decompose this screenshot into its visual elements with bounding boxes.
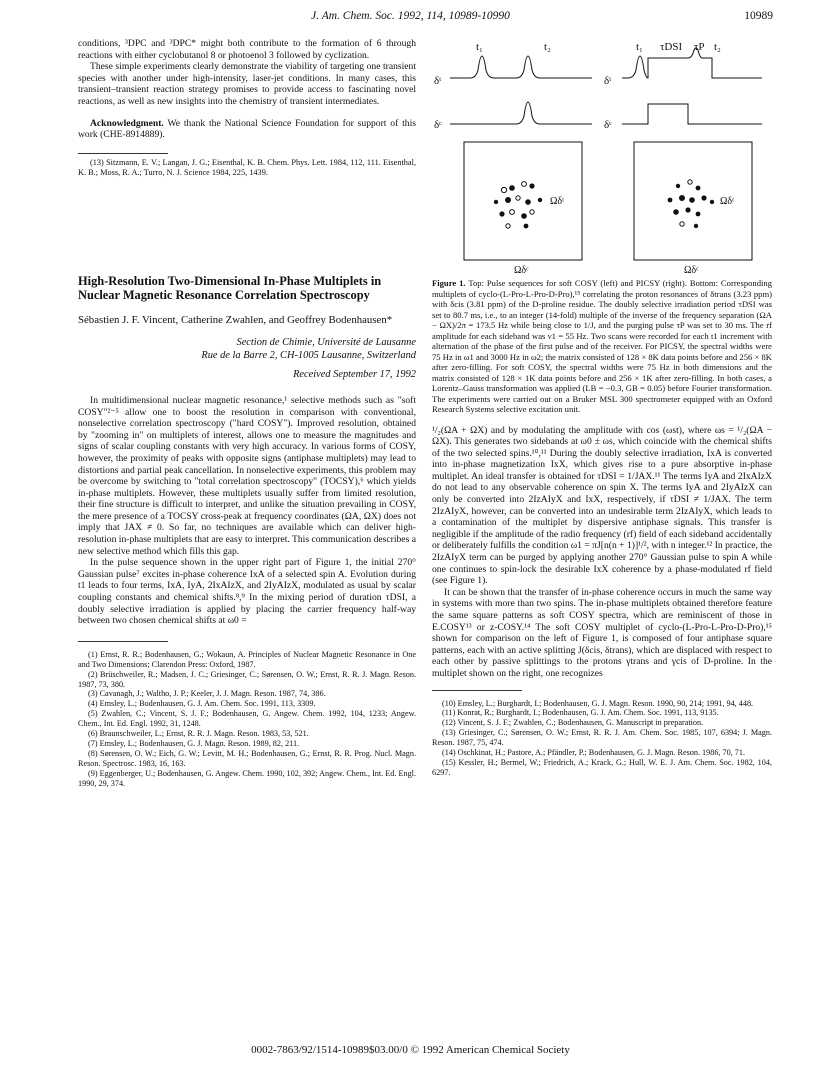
received-date: Received September 17, 1992 [293,369,416,381]
reference-item: (5) Zwahlen, C.; Vincent, S. J. F.; Bodenhausen, G. Angew. Chem. 1992, 104, 1233; Angew. Chem., Int. Ed. Engl. 1992, 31, 1248. [78,709,416,729]
label-omega-dc-left: Ωδᶜ [514,265,529,276]
reference-item: (11) Konrat, R.; Burghardt, I.; Bodenhausen, G. J. Am. Chem. Soc. 1991, 113, 9135. [442,708,719,718]
soft-cosy-multiplet [494,182,542,229]
reference-item: (10) Emsley, L.; Burghardt, I.; Bodenhausen, G. J. Magn. Reson. 1990, 90, 214; 1991, 94, 448. [442,698,754,708]
references-right [432,699,772,778]
reference-item: (7) Emsley, L.; Bodenhausen, G. J. Magn. Reson. 1989, 82, 211. [88,738,300,748]
body-paragraph-2: In the pulse sequence shown in the upper right part of Figure 1, the initial 270° Gaussian pulse⁷ excites in-phase coherence IxA of a selected spin A. Evolution during t1 leads to four terms, IxA, IyA, 2IxAIzX, and 2IyAIzX, modulated as usual by scalar coupling constants and chemical shifts.⁸,⁹ In the mixing period of duration τDSI, a doubly selective irradiation is applied by placing the carrier frequency half-way between two chosen chemical shifts at ω0 = [78,557,416,627]
reference-item: (13) Griesinger, C.; Sørensen, O. W.; Ernst, R. R. J. Am. Chem. Soc. 1985, 107, 6394; J. Magn. Reson. 1987, 75, 474. [432,728,772,748]
label-omega-dc-right: Ωδᶜ [684,265,699,276]
label-omega-dt-left: Ωδᵗ [550,196,565,207]
prev-article-conclusion: These simple experiments clearly demonstrate the viability of targeting one transient species with another under high-intensity, laser-jet conditions. In many cases, this transient–transient reaction strategy promises to provide access to fascinating novel reactions, as well as new insights into the chemistry of transient intermediates. [78,61,416,107]
reference-item: (6) Braunschweiler, L.; Ernst, R. R. J. Magn. Reson. 1983, 53, 521. [88,729,309,739]
reference-item: (2) Brüschweiler, R.; Madsen, J. C.; Griesinger, C.; Sørensen, O. W.; Ernst, R. R. J. Magn. Reson. 1987, 73, 380. [78,669,416,689]
affiliation [78,337,416,362]
acknowledgment-label: Acknowledgment. [90,117,164,129]
label-dt-right: δᵗ [604,75,612,87]
footnote-rule [78,153,168,154]
label-dc-left: δᶜ [434,119,442,131]
journal-citation: J. Am. Chem. Soc. 1992, 114, 10989-10990 [311,10,510,22]
left-column [78,38,416,789]
page-number: 10989 [744,10,773,22]
references-rule-right [432,690,522,691]
affiliation-line-1: Section de Chimie, Université de Lausanne [236,337,416,349]
affiliation-line-2: Rue de la Barre 2, CH-1005 Lausanne, Switzerland [201,349,416,361]
reference-item: (1) Ernst, R. R.; Bodenhausen, G.; Wokaun, A. Principles of Nuclear Magnetic Resonance in One and Two Dimensions; Clarendon Press: Oxford, 1987. [78,649,416,669]
running-header [0,4,821,26]
label-tdsi: τDSI [660,41,683,53]
label-t1-left: t₁ [476,41,483,53]
reference-item: (15) Kessler, H.; Bermel, W.; Friedrich, A.; Krack, G.; Hull, W. E. J. Am. Chem. Soc. 1982, 104, 6297. [432,758,772,777]
reference-item: (3) Cavanagh, J.; Waltho, J. P.; Keeler, J. J. Magn. Reson. 1987, 74, 386. [88,689,326,699]
label-t1-right: t₁ [636,41,643,53]
reference-item: (4) Emsley, L.; Bodenhausen, G. J. Am. Chem. Soc. 1991, 113, 3309. [88,699,316,709]
references-left [78,650,416,789]
picsy-multiplet [668,180,715,228]
label-t2-right: t₂ [714,41,721,53]
soft-cosy-spectrum-box [464,142,582,260]
body-paragraph-4: It can be shown that the transfer of in-phase coherence occurs in much the same way in systems with more than two spins. The in-phase multiplets obtained therefore feature the same square patterns as soft COSY spectra, which are reminiscent of those in E.COSY¹³ or z-COSY.¹⁴ The soft COSY multiplet of cyclo-(L-Pro-L-Pro-D-Pro),¹⁵ shown for comparison on the left of Figure 1, is composed of four antiphase square patterns, each with an active splitting J(δcis, δtrans), which are displaced with respect to each other by passive splittings to the protons γtrans and γcis of D-proline. In the multiplet shown on the right, one recognizes [432,586,772,679]
copyright-footer: 0002-7863/92/1514-10989$03.00/0 © 1992 American Chemical Society [251,1044,570,1056]
article-title: High-Resolution Two-Dimensional In-Phase Multiplets in Nuclear Magnetic Resonance Correlation Spectroscopy [78,273,382,303]
body-paragraph-3: ¹/₂(ΩA + ΩX) and by modulating the amplitude with cos (ωst), where ωs = ¹/₂(ΩA − ΩX). This generates two sidebands at ω0 ± ωs, which coincide with the chemical shifts of the two selected spins.¹⁰,¹¹ During the doubly selective irradiation, IxA is converted into in-phase magnetization IxX, which gives rise to a pure absorptive in-phase multiplet. An ideal transfer is obtained for τDSI = 1/JAX.¹¹ The terms IyA and 2IxAIzX do not lead to any observable coherence on spin X. The terms IyA and 2IyAIzX can only be converted into 2IzAIyX and IxX, respectively, if τDSI ≠ 1/JAX. The term 2IzAIyX, however, can be converted into an undesirable term 2IzAIyX, which leads to a contamination of the multiplet by dispersive antiphase signals. This transfer is negligible if the amplitude of the radio frequency (rf) field of each sideband accidentally or deliberately fulfills the condition ω1 = πJ[n(n + 1)]¹/², with n integer.¹² In practice, the 2IzAIyX term can be purged by applying another 270° Gaussian pulse to spin A while one continues to spin-lock the desirable IxX coherence by a phase-modulated rf field (see Figure 1). [432,424,772,587]
figure-1 [432,40,772,276]
article-authors: Sébastien J. F. Vincent, Catherine Zwahlen, and Geoffrey Bodenhausen* [78,314,393,327]
right-column [432,278,772,778]
acknowledgment [78,118,416,141]
reference-item: (14) Oschkinat, H.; Pastore, A.; Pfändler, P.; Bodenhausen, G. J. Magn. Reson. 1986, 70, 71. [442,748,746,758]
picsy-dc-trace [622,104,762,124]
label-dc-right: δᶜ [604,119,612,131]
figure-caption-text: Top: Pulse sequences for soft COSY (left) and PICSY (right). Bottom: Corresponding multiplets of cyclo-(L-Pro-L-Pro-D-Pro),¹⁵ correlating the proton resonances of δtrans (3.23 ppm) with δcis (3.81 ppm) of the D-proline residue. The doubly selective irradiation period τDSI was set to 80.7 ms, i.e., to an integer (14-fold) multiple of the inverse of the frequency separation (ΩA − ΩX)/2π = 173.5 Hz while being close to 1/J, and the purging pulse τP was set to 30 ms. The rf amplitude for each sideband was ν1 = 55 Hz. Two scans were recorded for each t1 increment with alternation of the phase of the first pulse and of the receiver. For PICSY, the spectral widths were 75 Hz in ω1 and 3000 Hz in ω2; the matrix consisted of 128 × 8K data points before and 256 × 8K after zero-filling. For soft COSY, the spectral widths were 75 Hz in both dimensions and the matrix consisted of 128 × 1K data points before and 256 × 1K after zero-filling. In both cases, a Lorentz–Gauss transformation was applied (LB = −0.3, GB = 0.05) before Fourier transformation. The experiments were carried out on a Bruker MSL 300 spectrometer equipped with an Oxford Research Systems selective excitation unit. [432,278,773,414]
figure-caption-label: Figure 1. [432,278,466,288]
label-tp: τP [694,41,705,53]
references-rule [78,641,168,642]
reference-item: (9) Eggenberger, U.; Bodenhausen, G. Angew. Chem. 1990, 102, 392; Angew. Chem., Int. Ed. Engl. 1990, 29, 374. [78,768,416,788]
label-dt-left: δᵗ [434,75,442,87]
picsy-dt-trace [622,48,762,78]
soft-cosy-dt-trace [450,56,592,78]
prev-article-text: conditions, ³DPC and ³DPC* might both contribute to the formation of 6 through reactions with either cyclobutanol 8 or photoenol 3 followed by cyclization. [78,38,416,61]
reference-item: (12) Vincent, S. J. F.; Zwahlen, C.; Bodenhausen, G. Manuscript in preparation. [442,718,704,728]
label-omega-dt-right: Ωδᵗ [720,196,735,207]
soft-cosy-dc-trace [450,102,592,124]
label-t2-left: t₂ [544,41,551,53]
body-paragraph-1: In multidimensional nuclear magnetic resonance,¹ selective methods such as "soft COSY"²⁻⁵ allow one to boost the resolution in comparison with conventional, nonselective correlation spectroscopy ("hard COSY"). Improved resolution, obtained by "zooming in" on multiplets of interest, allows one to measure the magnitudes and signs of scalar coupling constants with very high accuracy. In various forms of COSY, however, the proximity of peaks with opposite signs (antiphase multiplets) may lead to distortions and partial peak cancellation. In nonselective experiments, this problem may be overcome by switching to "total correlation spectroscopy" (TOCSY),⁶ which yields in-phase multiplets. However, these multiplets usually suffer from limited resolution, their fine structure is difficult to interpret, and unlike the situation prevailing in COSY, the mere presence of a TOCSY cross-peak at frequency coordinates (ΩA, ΩX) does not imply that JAX ≠ 0. So far, no techniques are available which can deliver high-resolution in-phase multiplets that are easy to interpret. This communication describes a new selective method which fills this gap. [78,394,416,557]
figure-1-graphic [432,40,772,276]
reference-item: (8) Sørensen, O. W.; Eich, G. W.; Levitt, M. H.; Bodenhausen, G.; Ernst, R. R. Prog. Nucl. Magn. Reson. Spectrosc. 1983, 16, 163. [78,748,416,768]
reference-13: (13) Sitzmann, E. V.; Langan, J. G.; Eisenthal, K. B. Chem. Phys. Lett. 1984, 112, 111. Eisenthal, K. B.; Moss, R. A.; Turro, N. J. Science 1984, 225, 1439. [78,157,416,177]
acknowledgment-text: We thank the National Science Foundation for support of this work (CHE-8914889). [78,117,416,141]
figure-caption [432,278,772,415]
